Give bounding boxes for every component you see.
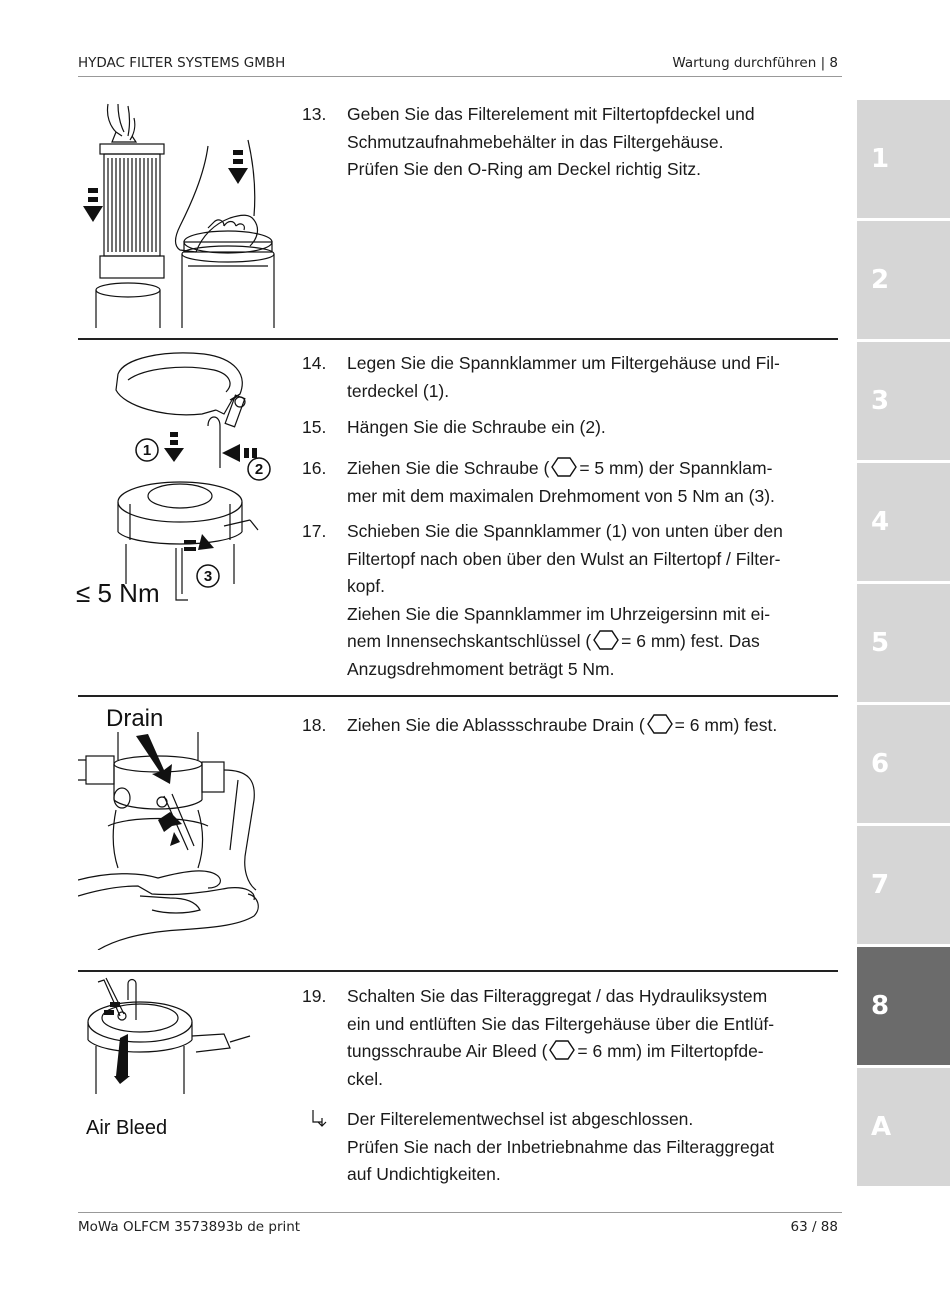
step-17 — [302, 518, 842, 683]
step-number: 17. — [302, 521, 327, 541]
step-text-line: Legen Sie die Spannklammer um Filtergehäuse und Fil- — [347, 353, 780, 373]
result-text-line: Prüfen Sie nach der Inbetriebnahme das Filteraggregat — [347, 1136, 775, 1157]
step-19 — [302, 983, 842, 1093]
header-company: HYDAC FILTER SYSTEMS GMBH — [78, 55, 286, 71]
step-text-line: Prüfen Sie den O-Ring am Deckel richtig Sitz. — [347, 159, 702, 179]
step-13 — [302, 101, 842, 184]
step-14 — [302, 350, 842, 405]
footer-document-id: MoWa OLFCM 3573893b de print — [78, 1219, 301, 1235]
step-text-line: Anzugsdrehmoment beträgt 5 Nm. — [347, 658, 615, 679]
callout-3: 3 — [203, 568, 213, 585]
step-number: 14. — [302, 353, 327, 373]
chapter-tab-2[interactable]: 2 — [857, 221, 950, 339]
result-arrow-icon — [310, 1108, 350, 1137]
chapter-tab-5[interactable]: 5 — [857, 584, 950, 702]
section-divider — [78, 970, 838, 972]
step-number: 19. — [302, 986, 327, 1006]
drain-label: Drain — [106, 705, 164, 732]
step-number: 13. — [302, 104, 327, 124]
torque-label: ≤ 5 Nm — [76, 578, 160, 608]
step-text-line: Ziehen Sie die Schraube ( = 5 mm) der Spannklam- — [347, 458, 773, 478]
figure-drain — [78, 700, 278, 950]
header-divider — [78, 76, 842, 77]
step-text-line: kopf. — [347, 576, 385, 596]
result-text-line: auf Undichtigkeiten. — [347, 1164, 501, 1184]
chapter-tab-8[interactable]: 8 — [857, 947, 950, 1065]
step-text-line: ckel. — [347, 1068, 383, 1089]
hex-key-icon — [646, 713, 674, 735]
step-15 — [302, 414, 842, 442]
result-text-line: Der Filterelementwechsel ist abgeschlossen. — [347, 1109, 694, 1129]
step-text-line: Hängen Sie die Schraube ein (2). — [347, 417, 606, 437]
step-text-line: terdeckel (1). — [347, 380, 450, 401]
hex-key-icon — [548, 1039, 576, 1061]
figure-air-bleed — [74, 976, 264, 1146]
air-bleed-label: Air Bleed — [86, 1117, 168, 1139]
step-text-line: Geben Sie das Filterelement mit Filtertopfdeckel und — [347, 104, 755, 124]
figure-clamp — [74, 344, 284, 608]
hex-key-icon — [550, 456, 578, 478]
chapter-tab-1[interactable]: 1 — [857, 100, 950, 218]
footer-page-number: 63 / 88 — [790, 1219, 838, 1235]
step-number: 18. — [302, 715, 327, 735]
step-text-line: tungsschraube Air Bleed ( = 6 mm) im Filtertopfde- — [347, 1041, 764, 1061]
step-text-line: ein und entlüften Sie das Filtergehäuse über die Entlüf- — [347, 1013, 775, 1034]
step-text-line: nem Innensechskantschlüssel ( = 6 mm) fest. Das — [347, 631, 760, 651]
step-text-line: Schieben Sie die Spannklammer (1) von unten über den — [347, 521, 783, 541]
step-number: 16. — [302, 458, 327, 478]
step-number: 15. — [302, 417, 327, 437]
chapter-tab-6[interactable]: 6 — [857, 705, 950, 823]
header-chapter: Wartung durchführen | 8 — [672, 55, 838, 71]
chapter-tab-7[interactable]: 7 — [857, 826, 950, 944]
step-text-line: Filtertopf nach oben über den Wulst an Filtertopf / Filter- — [347, 548, 781, 569]
section-divider — [78, 338, 838, 340]
chapter-tab-4[interactable]: 4 — [857, 463, 950, 581]
step-text-line: Ziehen Sie die Ablassschraube Drain ( = 6 mm) fest. — [347, 715, 778, 735]
step-text-line: Schmutzaufnahmebehälter in das Filtergehäuse. — [347, 131, 724, 152]
chapter-tab-a[interactable]: A — [857, 1068, 950, 1186]
step-text-line: mer mit dem maximalen Drehmoment von 5 Nm an (3). — [347, 485, 775, 506]
step-text-line: Ziehen Sie die Spannklammer im Uhrzeigersinn mit ei- — [347, 603, 771, 624]
step-text-line: Schalten Sie das Filteraggregat / das Hydrauliksystem — [347, 986, 768, 1006]
step-result — [302, 1106, 842, 1189]
chapter-tab-3[interactable]: 3 — [857, 342, 950, 460]
hex-key-icon — [592, 629, 620, 651]
footer-divider — [78, 1212, 842, 1213]
callout-2: 2 — [254, 461, 264, 478]
step-16 — [302, 455, 842, 510]
figure-insert-element — [78, 96, 288, 328]
callout-1: 1 — [142, 442, 152, 459]
step-18 — [302, 712, 842, 740]
section-divider — [78, 695, 838, 697]
